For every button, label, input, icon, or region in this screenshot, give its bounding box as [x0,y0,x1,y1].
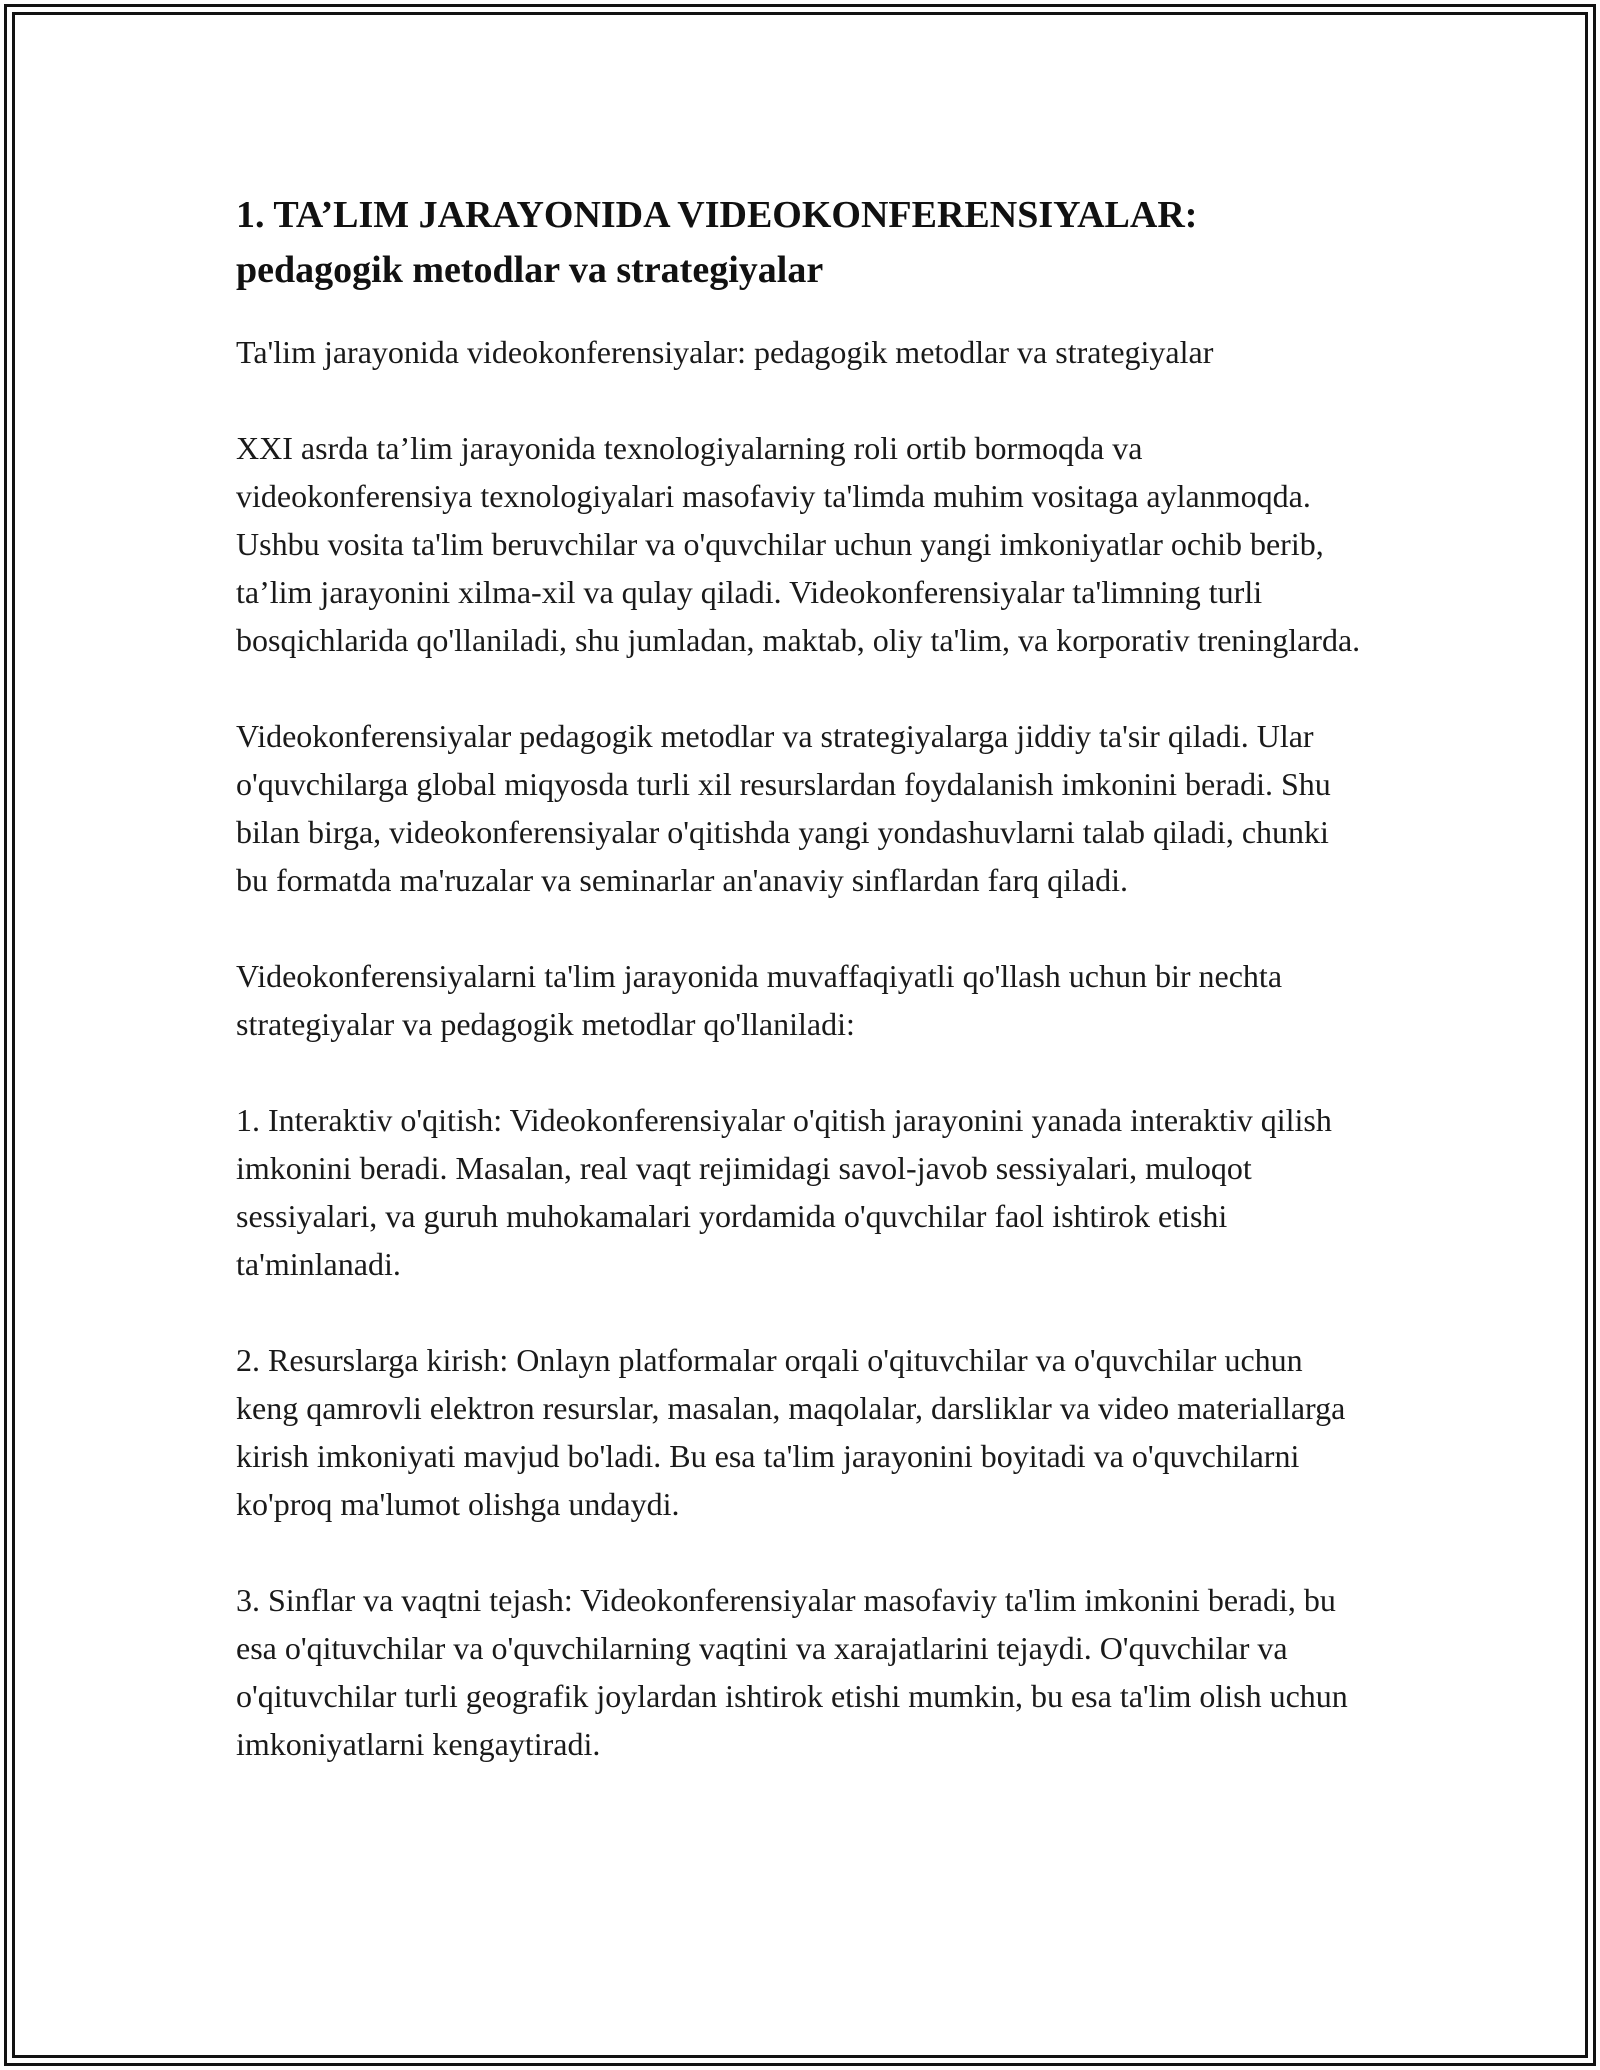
list-item-resource-access: 2. Resurslarga kirish: Onlayn platformalar orqali o'qituvchilar va o'quvchilar uchun keng qamrovli elektron resurslar, masalan, maqolalar, darsliklar va video materiallarga kirish imkoniyati mavjud bo'ladi. Bu esa ta'lim jarayonini boyitadi va o'quvchilarni ko'proq ma'lumot olishga undaydi. [236,1342,1346,1522]
list-item-time-saving: 3. Sinflar va vaqtni tejash: Videokonferensiyalar masofaviy ta'lim imkonini beradi, bu esa o'qituvchilar va o'quvchilarning vaqtini va xarajatlarini tejaydi. O'quvchilar va o'qituvchilar turli geografik joylardan ishtirok etishi mumkin, bu esa ta'lim olish uchun imkoniyatlarni kengaytiradi. [236,1582,1348,1762]
document-body [236,188,1366,1816]
paragraph-strategies-intro: Videokonferensiyalarni ta'lim jarayonida muvaffaqiyatli qo'llash uchun bir nechta strategiyalar va pedagogik metodlar qo'llaniladi: [236,958,1283,1042]
list-item-interactive-teaching: 1. Interaktiv o'qitish: Videokonferensiyalar o'qitish jarayonini yanada interaktiv qilish imkonini beradi. Masalan, real vaqt rejimidagi savol-javob sessiyalari, muloqot sessiyalari, va guruh muhokamalari yordamida o'quvchilar faol ishtirok etishi ta'minlanadi. [236,1102,1332,1282]
paragraph-impact: Videokonferensiyalar pedagogik metodlar va strategiyalarga jiddiy ta'sir qiladi. Ular o'quvchilarga global miqyosda turli xil resurslardan foydalanish imkonini beradi. Shu bilan birga, videokonferensiyalar o'qitishda yangi yondashuvlarni talab qiladi, chunki bu formatda ma'ruzalar va seminarlar an'anaviy sinflardan farq qiladi. [236,718,1331,898]
paragraph-intro: XXI asrda ta’lim jarayonida texnologiyalarning roli ortib bormoqda va videokonferensiya texnologiyalari masofaviy ta'limda muhim vositaga aylanmoqda. Ushbu vosita ta'lim beruvchilar va o'quvchilar uchun yangi imkoniyatlar ochib berib, ta’lim jarayonini xilma-xil va qulay qiladi. Videokonferensiyalar ta'limning turli bosqichlarida qo'llaniladi, shu jumladan, maktab, oliy ta'lim, va korporativ treninglarda. [236,430,1361,658]
document-title: 1. TA’LIM JARAYONIDA VIDEOKONFERENSIYALAR: pedagogik metodlar va strategiyalar [236,194,1198,291]
document-subtitle: Ta'lim jarayonida videokonferensiyalar: pedagogik metodlar va strategiyalar [236,334,1214,370]
